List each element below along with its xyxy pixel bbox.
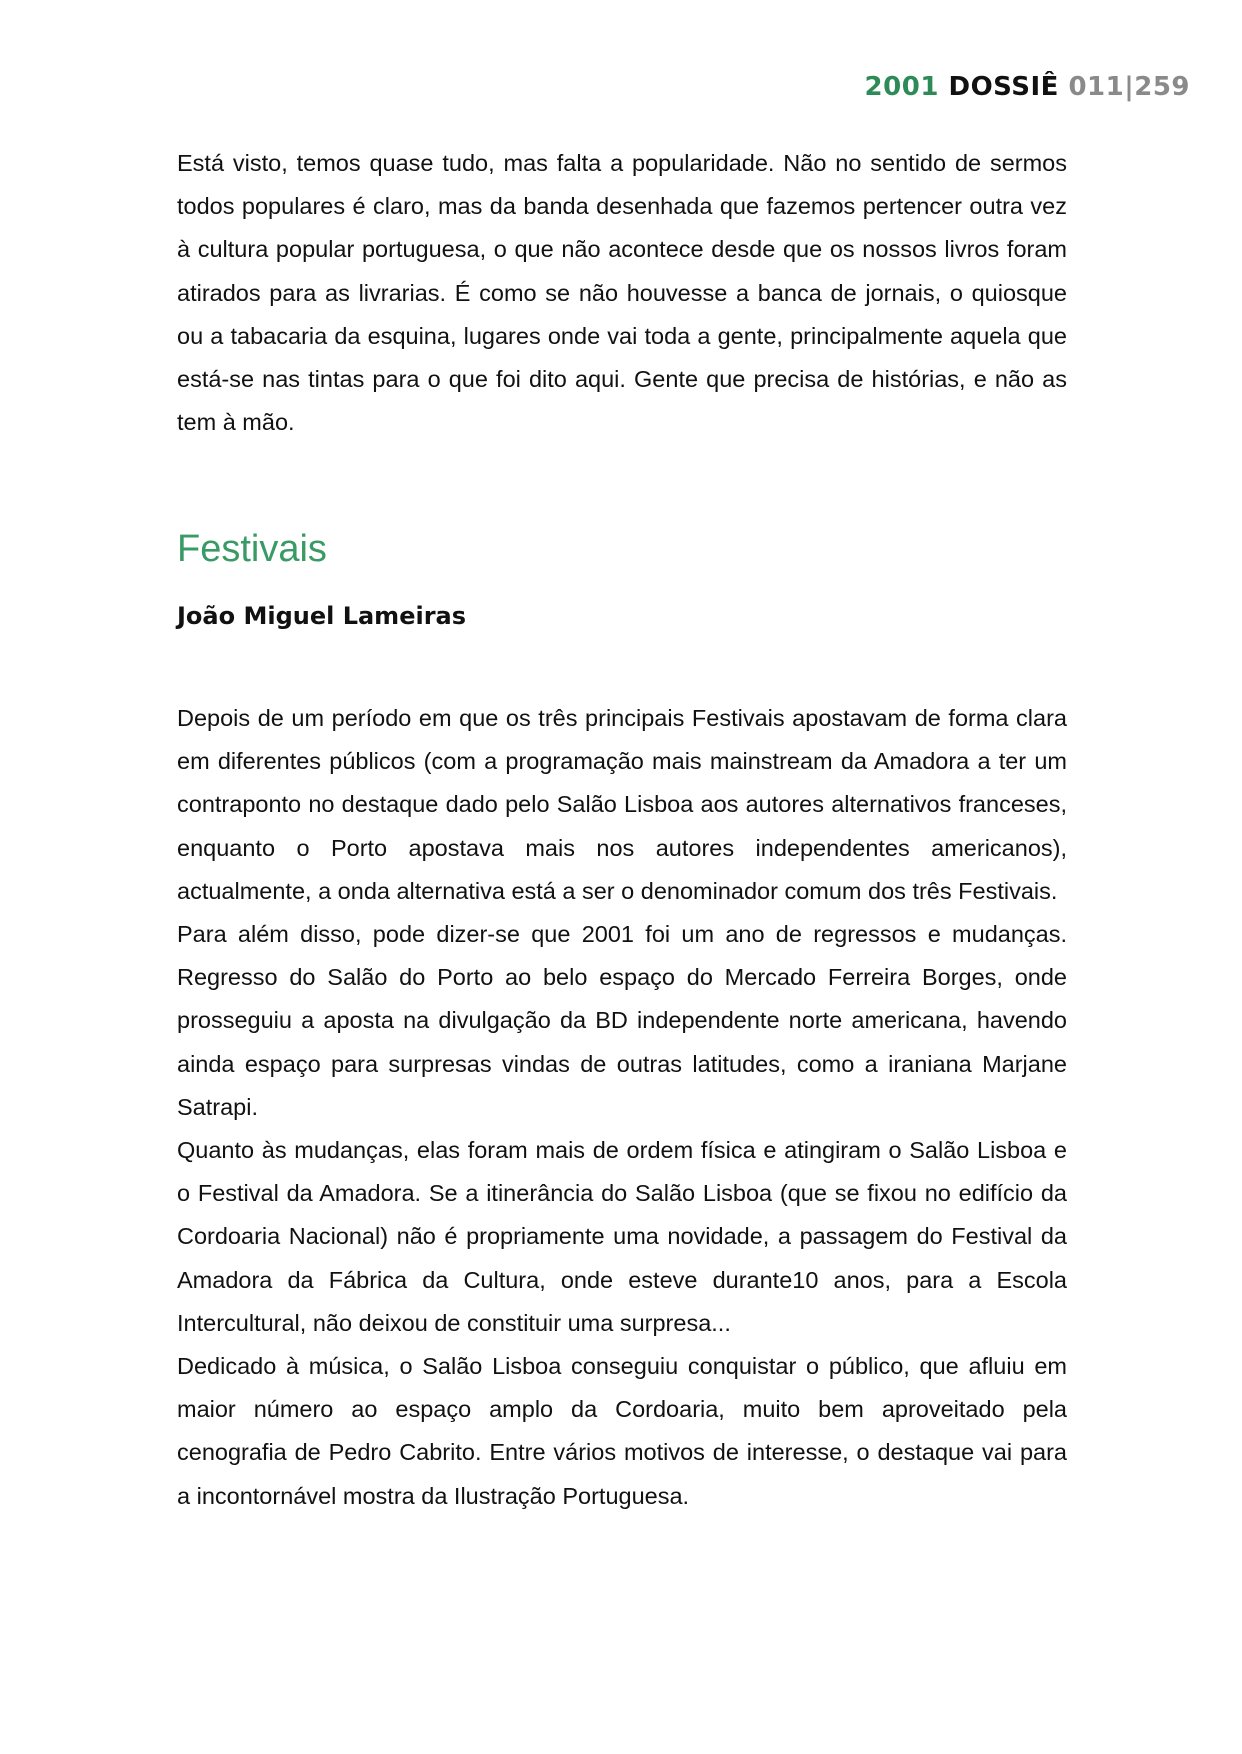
header-year: 2001 (864, 72, 939, 102)
body-paragraph: Para além disso, pode dizer-se que 2001 foi um ano de regressos e mudanças. Regresso do Salão do Porto ao belo espaço do Mercado Ferreira Borges, onde prosseguiu a aposta na divulgação da BD independente norte americana, havendo ainda espaço para surpresas vindas de outras latitudes, como a iraniana Marjane Satrapi. (177, 921, 1067, 1120)
header-page-number: 011|259 (1068, 72, 1190, 102)
body-paragraph: Dedicado à música, o Salão Lisboa conseguiu conquistar o público, que afluiu em maior número ao espaço amplo da Cordoaria, muito bem aproveitado pela cenografia de Pedro Cabrito. Entre vários motivos de interesse, o destaque vai para a incontornável mostra da Ilustração Portuguesa. (177, 1353, 1067, 1509)
body-paragraph: Quanto às mudanças, elas foram mais de ordem física e atingiram o Salão Lisboa e o Festival da Amadora. Se a itinerância do Salão Lisboa (que se fixou no edifício da Cordoaria Nacional) não é propriamente uma novidade, a passagem do Festival da Amadora da Fábrica da Cultura, onde esteve durante10 anos, para a Escola Intercultural, não deixou de constituir uma surpresa... (177, 1137, 1067, 1336)
header-label: DOSSIÊ (948, 72, 1059, 102)
intro-paragraph: Está visto, temos quase tudo, mas falta a popularidade. Não no sentido de sermos todos populares é claro, mas da banda desenhada que fazemos pertencer outra vez à cultura popular portuguesa, o que não acontece desde que os nossos livros foram atirados para as livrarias. É como se não houvesse a banca de jornais, o quiosque ou a tabacaria da esquina, lugares onde vai toda a gente, principalmente aquela que está-se nas tintas para o que foi dito aqui. Gente que precisa de histórias, e não as tem à mão. (177, 150, 1067, 436)
article-author: João Miguel Lameiras (177, 602, 467, 630)
page-header (865, 72, 1190, 102)
section-title: Festivais (177, 528, 327, 570)
article-body (177, 697, 1067, 1518)
intro-section (177, 142, 1067, 444)
body-paragraph: Depois de um período em que os três principais Festivais apostavam de forma clara em diferentes públicos (com a programação mais mainstream da Amadora a ter um contraponto no destaque dado pelo Salão Lisboa aos autores alternativos franceses, enquanto o Porto apostava mais nos autores independentes americanos), actualmente, a onda alternativa está a ser o denominador comum dos três Festivais. (177, 705, 1067, 904)
